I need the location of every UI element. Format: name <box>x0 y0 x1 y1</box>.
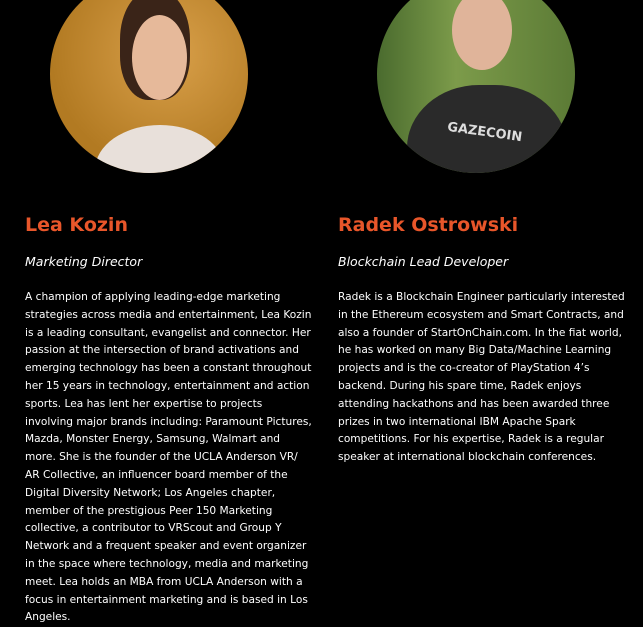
shirt-logo-text: GAZECOIN <box>446 119 524 146</box>
lea-kozin-photo <box>50 0 248 173</box>
person-card-lea-kozin <box>25 214 315 627</box>
radek-ostrowski-photo <box>377 0 575 173</box>
person-card-radek-ostrowski <box>338 214 628 467</box>
person-bio: Radek is a Blockchain Engineer particularly interested in the Ethereum ecosystem and Smart Contracts, and also a founder of StartOnChain.com. In the fiat world, he has worked on many Big Data/Machine Learning projects and is the co-creator of PlayStation 4’s backend. During his spare time, Radek enjoys attending hackathons and has been awarded three prizes in two international IBM Apache Spark competitions. For his expertise, Radek is a regular speaker at international blockchain conferences. <box>338 291 625 464</box>
person-role: Blockchain Lead Developer <box>338 254 509 269</box>
person-role: Marketing Director <box>25 254 143 269</box>
person-bio: A champion of applying leading-edge marketing strategies across media and entertainment, Lea Kozin is a leading consultant, evangelist and connector. Her passion at the intersection of brand activations and emerging technology has been a constant throughout her 15 years in technology, entertainment and action sports. Lea has lent her expertise to projects involving major brands including: Paramount Pictures, Mazda, Monster Energy, Samsung, Walmart and more. She is the founder of the UCLA Anderson VR/ AR Collective, an influencer board member of the Digital Diversity Network; Los Angeles chapter, member of the prestigious Peer 150 Marketing collective, a contributor to VRScout and Group Y Network and a frequent speaker and event organizer in the space where technology, media and marketing meet. Lea holds an MBA from UCLA Anderson with a focus in entertainment marketing and is based in Los Angeles. <box>25 291 312 624</box>
person-name: Radek Ostrowski <box>338 214 519 236</box>
person-name: Lea Kozin <box>25 214 128 236</box>
